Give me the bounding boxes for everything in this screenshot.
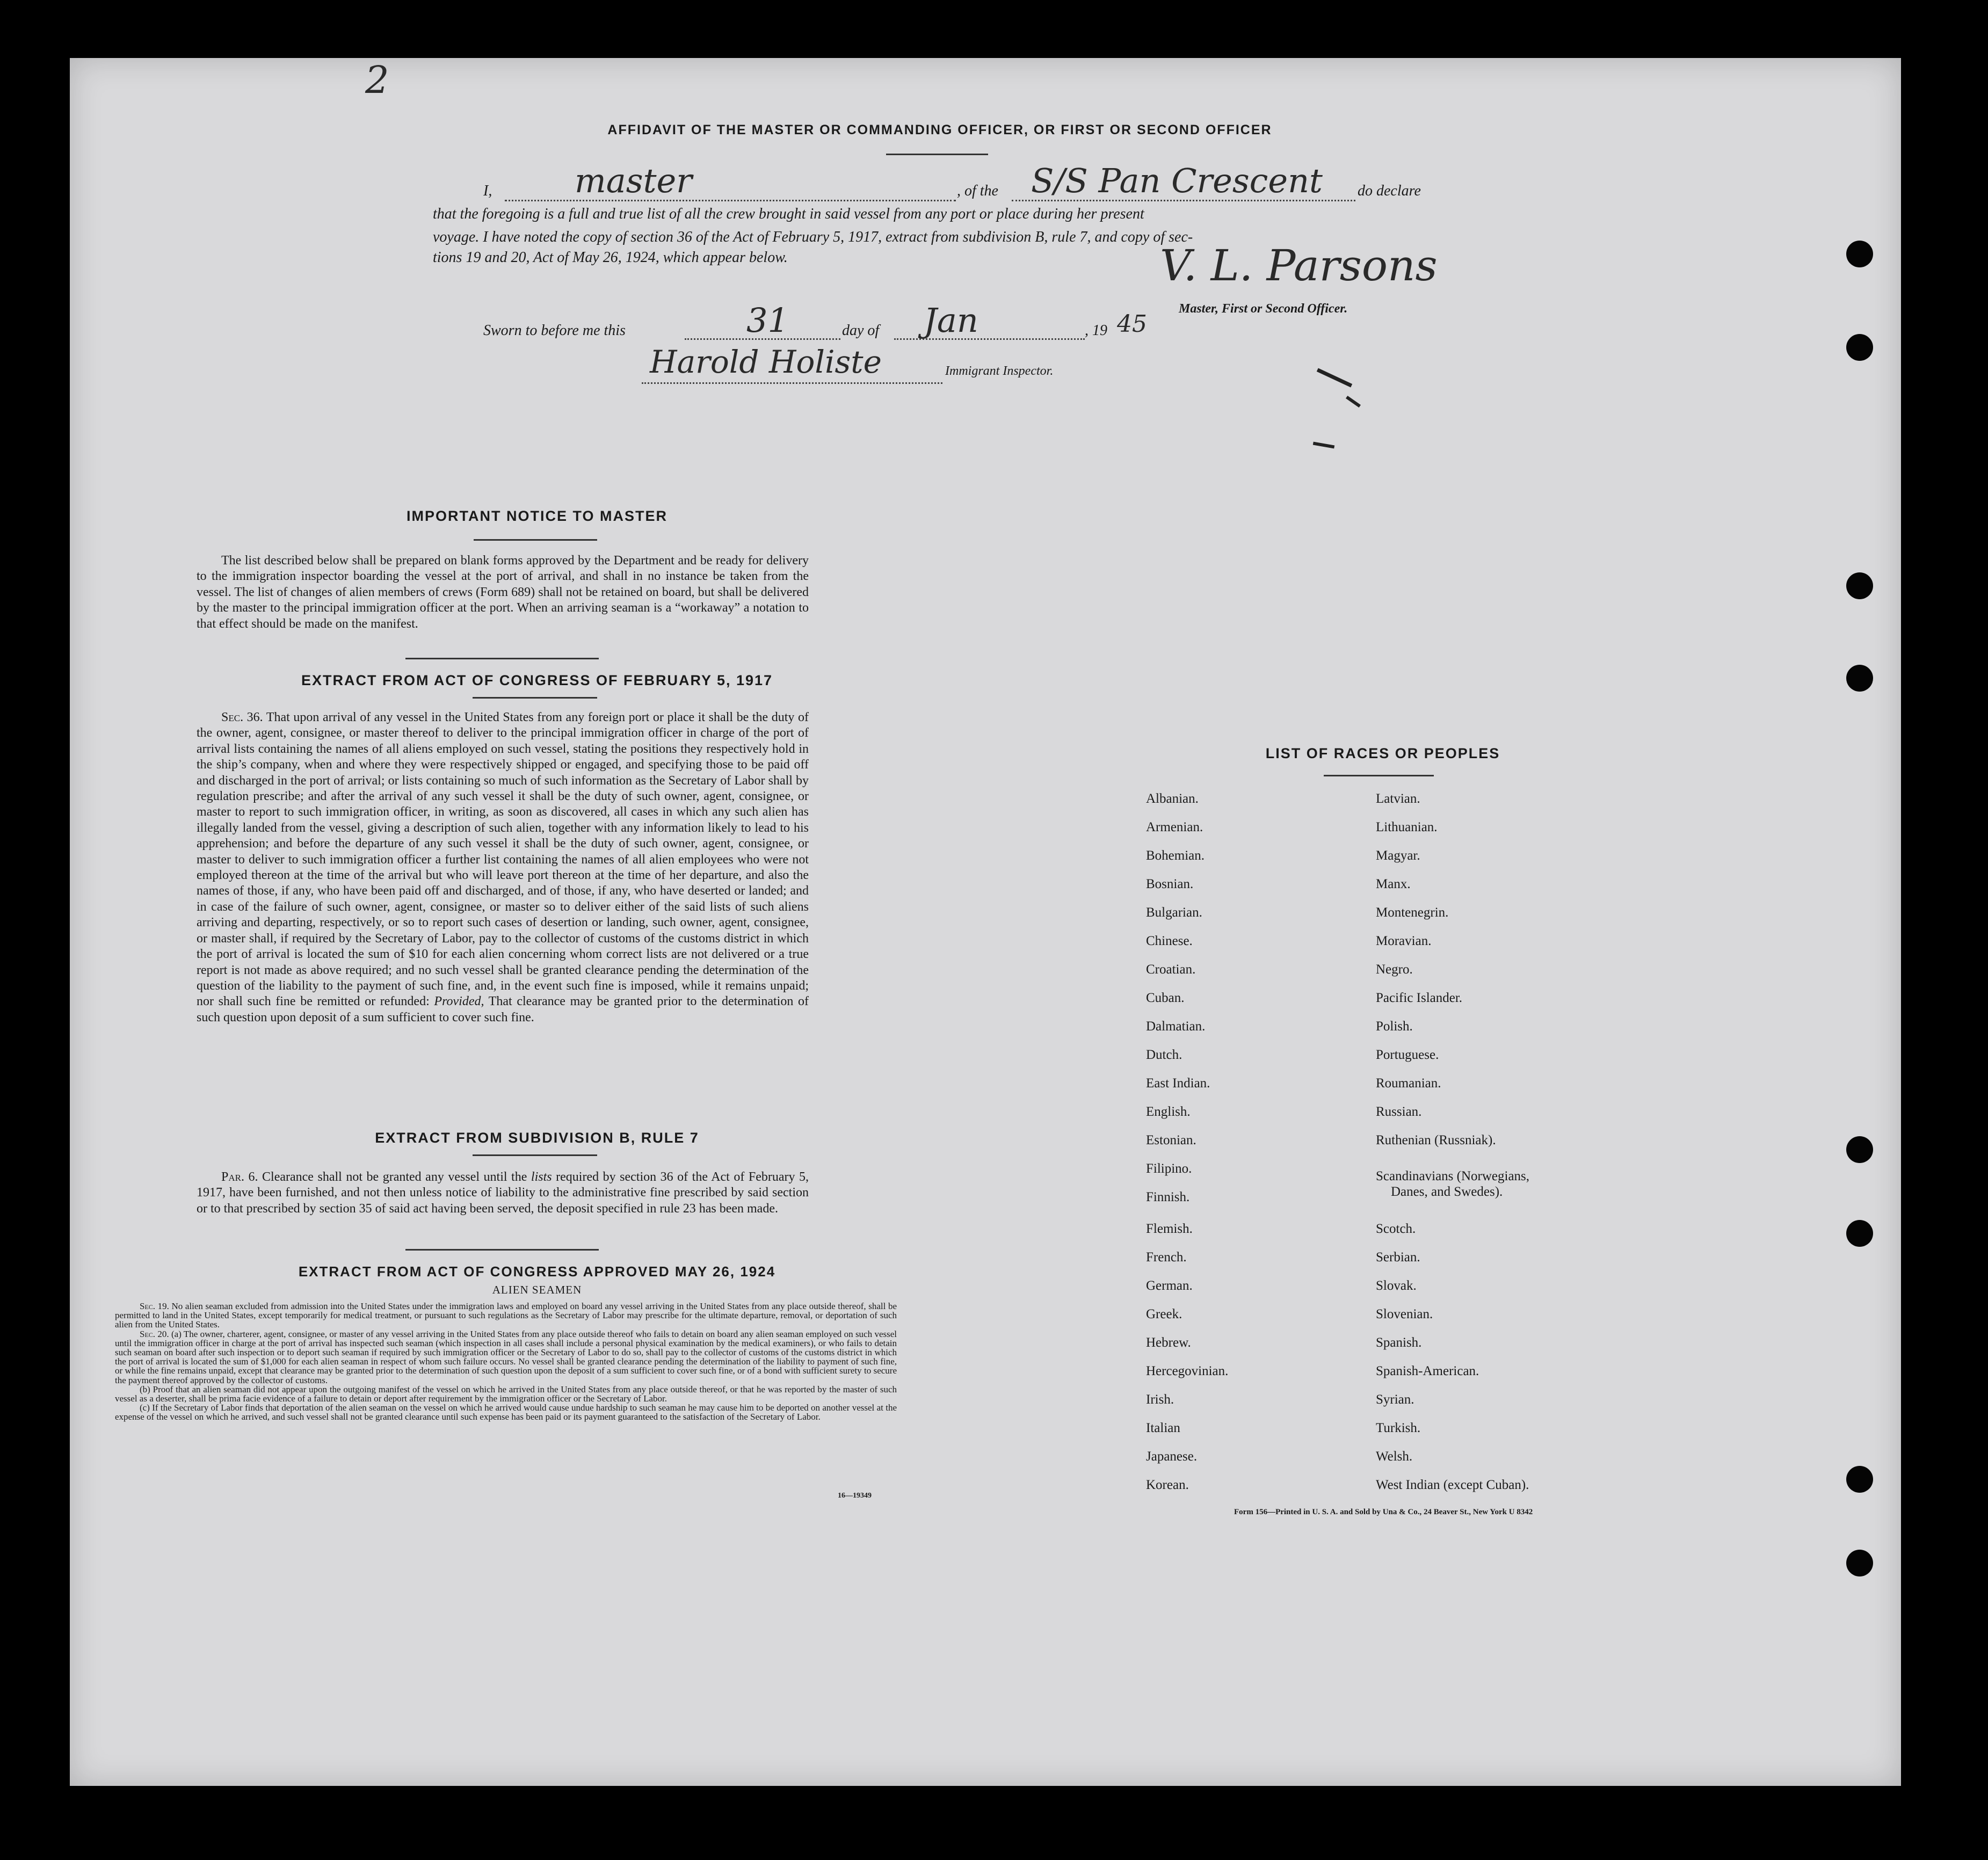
extract-1917-text-end: That clearance may be granted prior to the determination of such question upon deposit of a sum sufficient to cover such fine. [197, 994, 809, 1025]
divider [473, 697, 597, 699]
inspector-signature: Harold Holiste [650, 344, 882, 380]
race-item: Flemish. [1146, 1222, 1193, 1236]
race-item: Negro. [1376, 962, 1413, 977]
rule-7-body [197, 1169, 809, 1217]
race-item: Welsh. [1376, 1449, 1413, 1464]
handwritten-day: 31 [746, 301, 789, 340]
race-item: Bulgarian. [1146, 905, 1202, 920]
master-caption: Master, First or Second Officer. [1179, 302, 1348, 316]
races-title: LIST OF RACES OR PEOPLES [1265, 745, 1500, 761]
binder-hole [1846, 334, 1873, 361]
form-code: 16—19349 [838, 1492, 872, 1500]
extract-1924-body [115, 1302, 897, 1422]
alien-seamen-subtitle: ALIEN SEAMEN [492, 1283, 582, 1296]
race-item: Spanish-American. [1376, 1364, 1479, 1378]
notice-title: IMPORTANT NOTICE TO MASTER [407, 508, 667, 524]
lists-word: lists [531, 1170, 552, 1184]
race-item: Manx. [1376, 877, 1411, 891]
section-label: Sec. 19. [140, 1301, 169, 1311]
race-item: West Indian (except Cuban). [1376, 1478, 1529, 1492]
extract-1924-title: EXTRACT FROM ACT OF CONGRESS APPROVED MAY 26, 1924 [298, 1263, 776, 1280]
race-item: Estonian. [1146, 1133, 1196, 1147]
binder-hole [1846, 1550, 1873, 1576]
extract-1917-body [197, 710, 809, 1026]
handwritten-rank: master [575, 161, 692, 200]
race-item: Japanese. [1146, 1449, 1198, 1464]
race-item: Dutch. [1146, 1048, 1182, 1062]
rule-7-text: Clearance shall not be granted any vessel until the [262, 1170, 527, 1184]
handwritten-month: Jan [924, 301, 978, 340]
binder-hole [1846, 1466, 1873, 1493]
binder-hole [1846, 1136, 1873, 1163]
race-item: Bosnian. [1146, 877, 1194, 891]
divider [474, 539, 597, 541]
page-mark: 2 [365, 58, 389, 102]
sworn-year-prefix: , 19 [1085, 322, 1107, 339]
race-item: Scotch. [1376, 1222, 1416, 1236]
master-signature: V. L. Parsons [1160, 241, 1438, 290]
blank-line-rank [505, 200, 956, 201]
race-item: Italian [1146, 1421, 1180, 1435]
race-item: Greek. [1146, 1307, 1182, 1321]
race-item: Serbian. [1376, 1250, 1420, 1265]
form-footer-note: Form 156—Printed in U. S. A. and Sold by Una & Co., 24 Beaver St., New York U 8342 [1234, 1508, 1533, 1516]
sworn-prefix: Sworn to before me this [483, 322, 626, 339]
divider [405, 1249, 599, 1251]
race-item: German. [1146, 1278, 1193, 1293]
race-item: Scandinavians (Norwegians, [1376, 1169, 1530, 1183]
race-item: Slovak. [1376, 1278, 1417, 1293]
affidavit-i: I, [483, 183, 492, 199]
divider [1324, 775, 1434, 776]
race-item: Ruthenian (Russniak). [1376, 1133, 1496, 1147]
extract-1917-title [199, 672, 875, 689]
race-item: Moravian. [1376, 934, 1432, 948]
race-item: Roumanian. [1376, 1076, 1441, 1091]
divider [405, 658, 599, 659]
race-item: Dalmatian. [1146, 1019, 1206, 1034]
race-item: Cuban. [1146, 991, 1185, 1005]
binder-hole [1846, 241, 1873, 267]
sec-20b: (b) Proof that an alien seaman did not appear upon the outgoing manifest of the vessel on which he arrived in the United States from any place outside thereof, or that he was reported by the master of such vessel as a deserter, shall be prima facie evidence of a failure to detain or deport after requirement by the immigration officer or the Secretary of Labor. [115, 1384, 897, 1404]
race-item: East Indian. [1146, 1076, 1210, 1091]
race-item: Bohemian. [1146, 848, 1205, 863]
race-item: Russian. [1376, 1105, 1422, 1119]
race-item: Hercegovinian. [1146, 1364, 1229, 1378]
affidavit-line-3: voyage. I have noted the copy of section 36 of the Act of February 5, 1917, extract from subdivision B, rule 7, and copy of sec- [433, 229, 1193, 245]
binder-hole [1846, 572, 1873, 599]
affidavit-line-4: tions 19 and 20, Act of May 26, 1924, which appear below. [433, 249, 788, 266]
sec-19 [115, 1302, 897, 1329]
rule-7-text-end: required by section 36 of the Act of February 5, 1917, have been furnished, and not then unless notice of liability to the administrative fine prescribed by said section or to that prescribed by section 35 of said act having been served, the deposit specified in rule 23 has been made. [197, 1170, 809, 1216]
affidavit-of-the: , of the [957, 183, 998, 199]
handwritten-vessel: S/S Pan Crescent [1031, 161, 1323, 200]
binder-hole [1846, 1220, 1873, 1247]
extract-1917-title-text: EXTRACT FROM ACT OF CONGRESS OF FEBRUARY 5, 1917 [301, 672, 773, 688]
sec-20a [115, 1329, 897, 1385]
race-item: French. [1146, 1250, 1187, 1265]
race-item: Slovenian. [1376, 1307, 1433, 1321]
race-item: English. [1146, 1105, 1191, 1119]
provided-word: Provided, [434, 994, 484, 1009]
extract-1917-text: That upon arrival of any vessel in the United States from any foreign port or place it shall be the duty of the owner, agent, consignee, or master thereof to deliver to the principal immigration officer in charge of the port of arrival lists containing the names of all aliens employed on such vessel, stating the positions they respectively hold in the ship’s company, when and where they were respectively shipped or engaged, and specifying those to be paid off and discharged in the port of arrival; or lists containing so much of such information as the Secretary of Labor shall by regulation prescribe; and after the arrival of any such vessel it shall be the duty of such owner, agent, consignee, or master to report to such immigration officer, in writing, as soon as discovered, all cases in which any such alien has illegally landed from the vessel, giving a description of such alien, together with any information likely to lead to his apprehension; and before the departure of any such vessel it shall be the duty of such owner, agent, consignee, or master to deliver to such immigration officer a further list containing the names of all alien employees who were not employed thereon at the time of the arrival but who will leave port thereon at the time of her departure, and also the names of those, if any, who have been paid off and discharged, and of those, if any, who have deserted or landed; and in case of the failure of such owner, agent, consignee, or master so to deliver either of the said lists of such aliens arriving and departing, respectively, or so to report such cases of desertion or landing, such owner, agent, consignee, or master shall, if required by the Secretary of Labor, pay to the collector of customs of the customs district in which the port of arrival is located the sum of $10 for each alien concerning whom correct lists are not delivered or a true report is not made as above required; and no such vessel shall be granted clearance pending the determination of the question of the liability to the payment of such fine, and, in the event such fine is imposed, while it remains unpaid; nor shall such fine be remitted or refunded: [197, 710, 809, 1009]
race-item: Chinese. [1146, 934, 1193, 948]
divider [473, 1154, 597, 1156]
blank-line-month [894, 338, 1085, 340]
affidavit-declare: do declare [1358, 183, 1421, 199]
race-item: Polish. [1376, 1019, 1413, 1034]
race-item: Irish. [1146, 1392, 1174, 1407]
race-item: Spanish. [1376, 1335, 1422, 1350]
section-label: Sec. 20. [140, 1328, 169, 1339]
race-item: Pacific Islander. [1376, 991, 1463, 1005]
affidavit-line-2: that the foregoing is a full and true list of all the crew brought in said vessel from any port or place during her present [433, 206, 1144, 222]
race-item: Albanian. [1146, 791, 1199, 806]
sec-20c: (c) If the Secretary of Labor finds that deportation of the alien seaman on the vessel on which he arrived would cause undue hardship to such seaman he may cause him to be deported on another vessel at the expense of the vessel on which he arrived, and such vessel shall not be granted clearance until such expense has been paid or its payment guaranteed to the satisfaction of the Secretary of Labor. [115, 1403, 897, 1422]
race-item: Croatian. [1146, 962, 1196, 977]
inspector-caption: Immigrant Inspector. [945, 364, 1054, 378]
notice-body: The list described below shall be prepared on blank forms approved by the Department and be ready for delivery to the immigration inspector boarding the vessel at the port of arrival, and shall in no instance be taken from the vessel. The list of changes of alien members of crews (Form 689) shall not be retained on board, but shall be delivered by the master to the principal immigration officer at the port. When an arriving seaman is a “workaway” a notation to that effect should be made on the manifest. [197, 554, 809, 631]
sec-20a-text: (a) The owner, charterer, agent, consignee, or master of any vessel arriving in the United States from any place outside thereof who fails to detain on board any alien seaman employed on such vessel until the immigration officer in charge at the port of arrival has inspected such seaman (which inspection in all cases shall include a personal physical examination by the medical examiners), or who fails to detain such seaman on board after such inspection or to deport such seaman if required by such immigration officer or the Secretary of Labor to do so, shall pay to the collector of customs of the customs district in which the port of arrival is located the sum of $1,000 for each alien seaman in respect of whom such failure occurs. No vessel shall be granted clearance pending the determination of the liability to payment of such fine, or while the fine remains unpaid, except that clearance may be granted prior to the determination of such question upon the deposit of a sum sufficient to cover such fine, or of a bond with sufficient surety to secure the payment thereof approved by the collector of customs. [115, 1328, 897, 1385]
race-item: Korean. [1146, 1478, 1189, 1492]
binder-hole [1846, 665, 1873, 692]
race-item: Montenegrin. [1376, 905, 1449, 920]
rule-7-title: EXTRACT FROM SUBDIVISION B, RULE 7 [375, 1130, 699, 1146]
section-label: Sec. 36. [221, 710, 263, 724]
race-item: Filipino. [1146, 1161, 1192, 1176]
race-item: Finnish. [1146, 1190, 1190, 1204]
race-item: Danes, and Swedes). [1391, 1185, 1503, 1199]
divider [886, 154, 988, 155]
race-item: Magyar. [1376, 848, 1420, 863]
race-item: Armenian. [1146, 820, 1203, 834]
handwritten-year: 45 [1117, 310, 1147, 338]
race-item: Lithuanian. [1376, 820, 1438, 834]
race-item: Turkish. [1376, 1421, 1421, 1435]
affidavit-title: AFFIDAVIT OF THE MASTER OR COMMANDING OFFICER, OR FIRST OR SECOND OFFICER [607, 122, 1272, 137]
race-item: Syrian. [1376, 1392, 1414, 1407]
race-item: Hebrew. [1146, 1335, 1191, 1350]
race-item: Latvian. [1376, 791, 1420, 806]
blank-line-inspector [642, 382, 942, 384]
paragraph-label: Par. 6. [221, 1170, 258, 1184]
sec-19-text: No alien seaman excluded from admission into the United States under the immigration laws and employed on board any vessel arriving in the United States from any place outside thereof, shall be permitted to land in the United States, except temporarily for medical treatment, or pursuant to such regulations as the Secretary of Labor may prescribe for the ultimate departure, removal, or deportation of such alien from the United States. [115, 1301, 897, 1330]
sworn-day-of: day of [842, 322, 880, 339]
race-item: Portuguese. [1376, 1048, 1439, 1062]
